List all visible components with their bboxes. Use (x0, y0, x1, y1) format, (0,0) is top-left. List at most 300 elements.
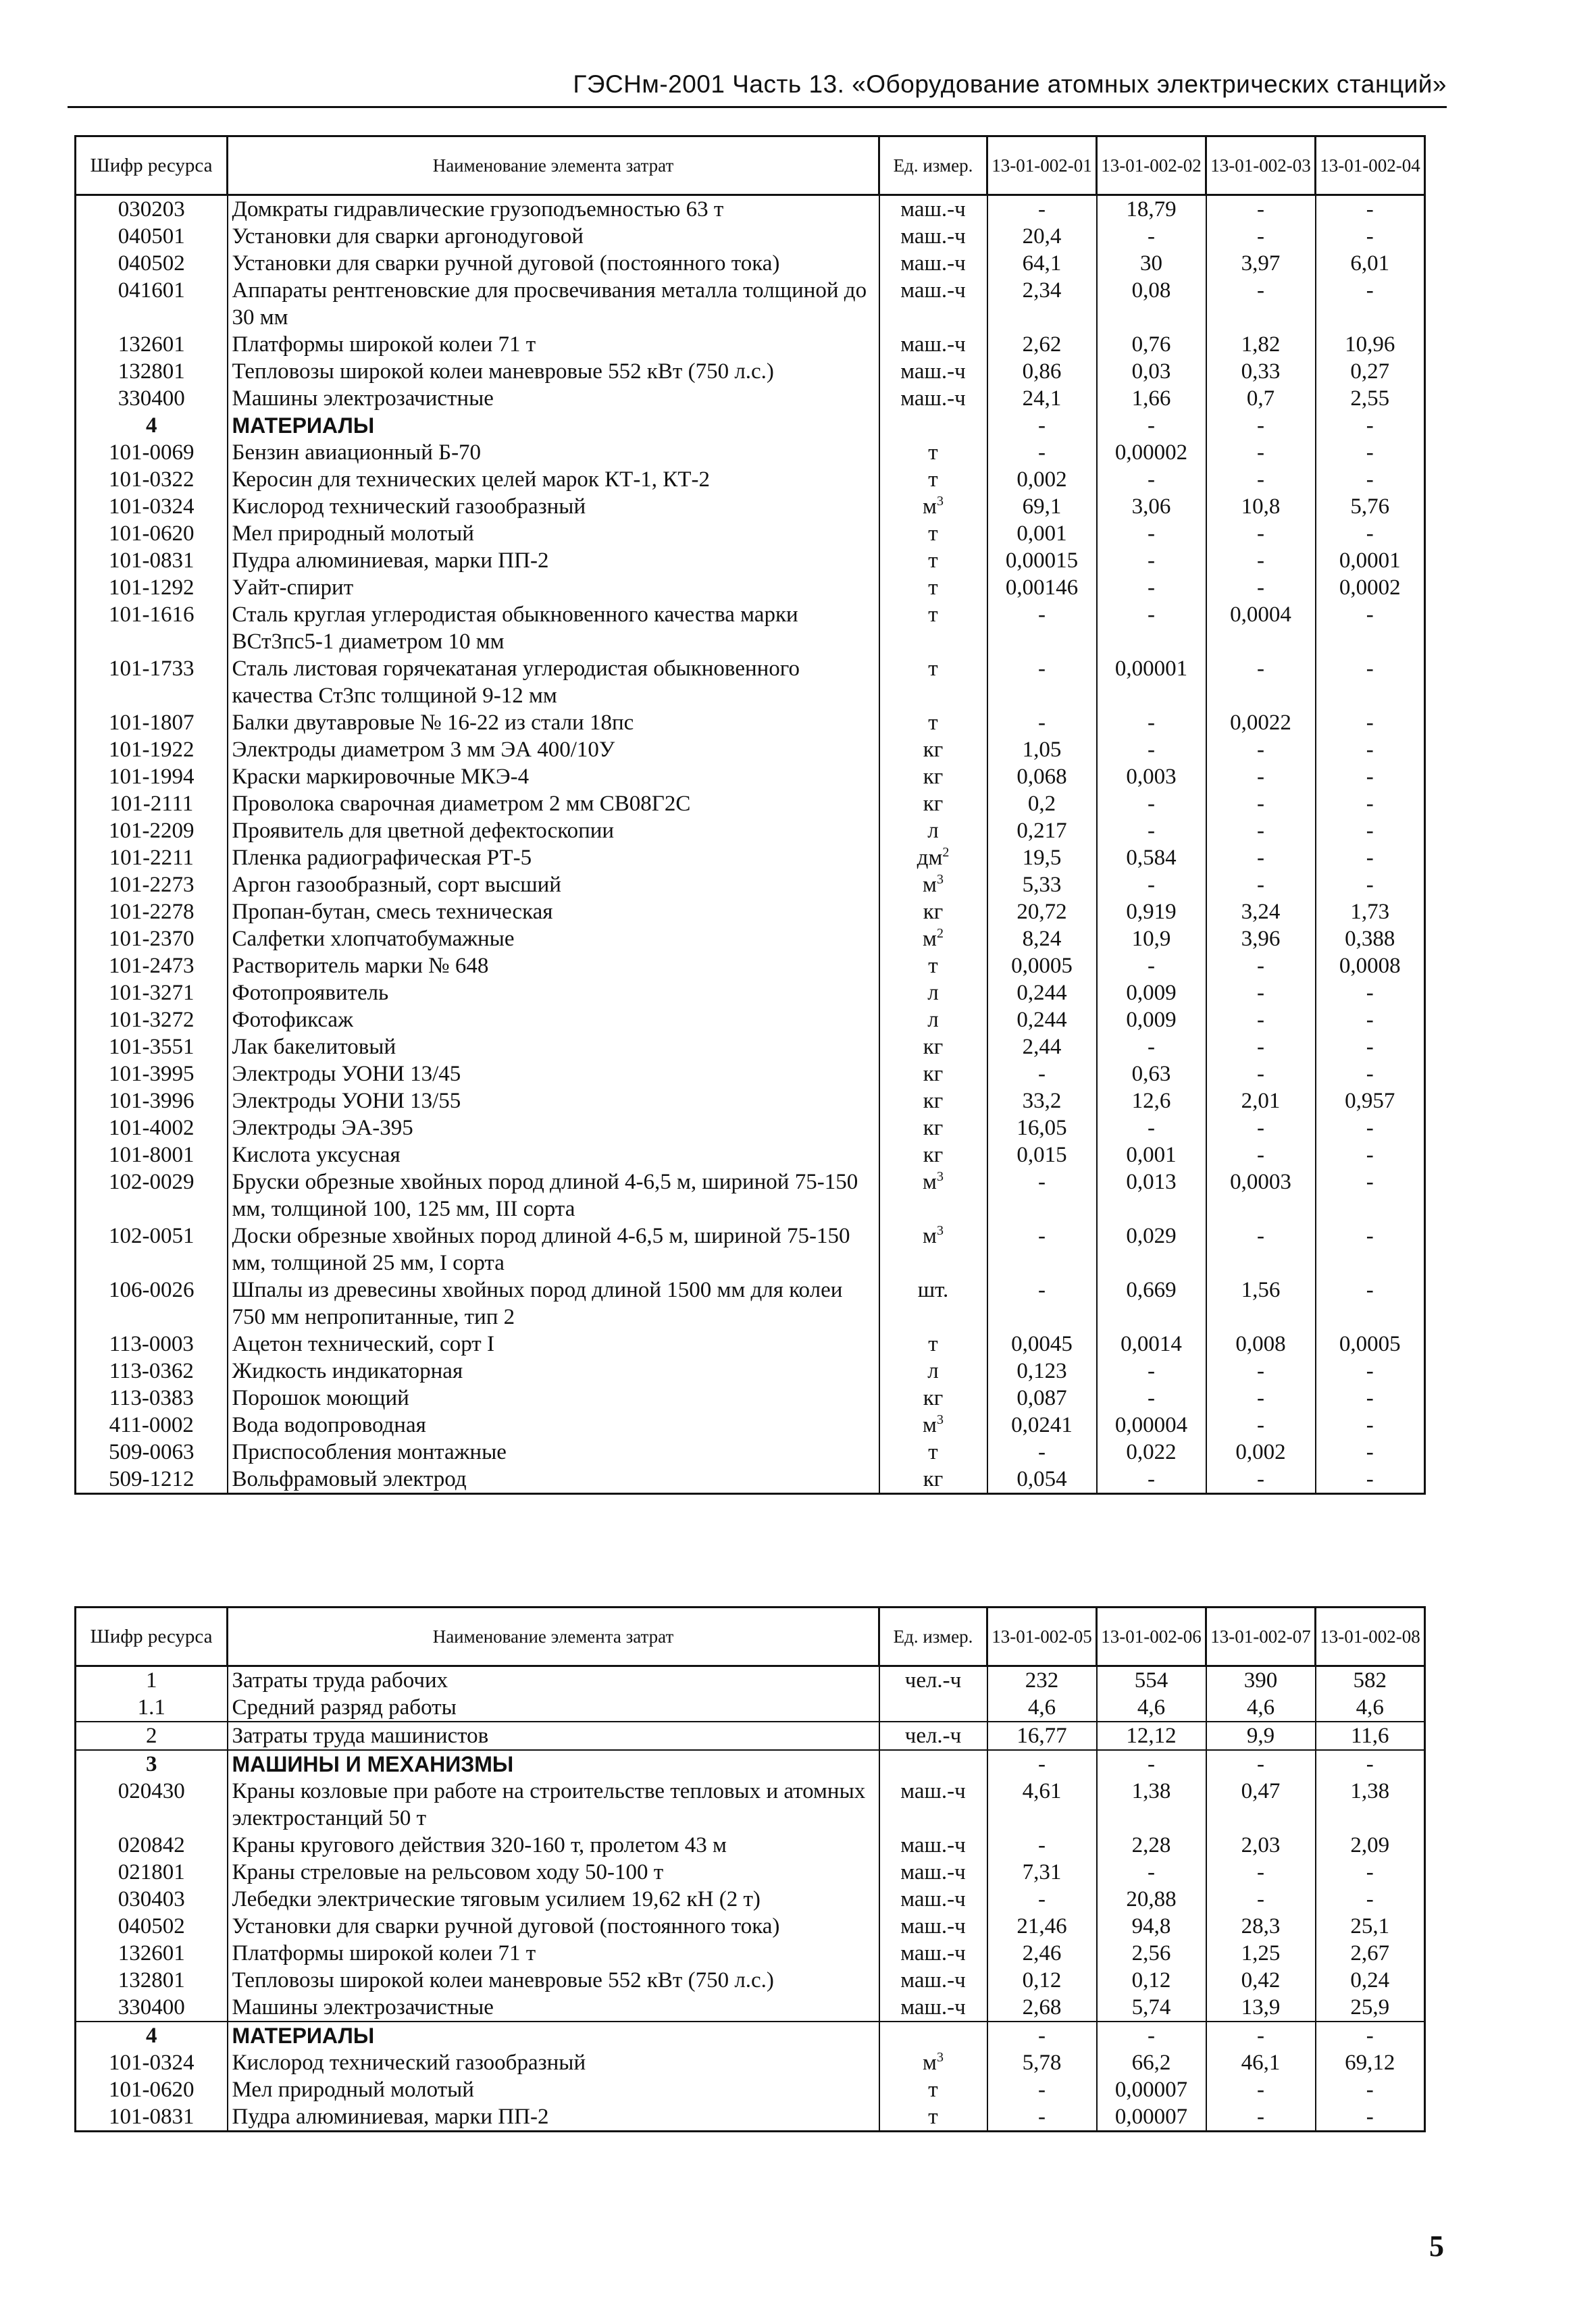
norm-value-text: 69,12 (1345, 2051, 1395, 2075)
norm-value-text: - (1038, 1752, 1046, 1776)
norm-value-cell (987, 2103, 1097, 2132)
cost-item-name-cell (228, 1412, 879, 1439)
norm-value-text: 1,66 (1131, 386, 1171, 411)
unit-cell (879, 277, 987, 331)
cost-item-name-cell (228, 1722, 879, 1750)
resource-code-cell (76, 277, 228, 331)
unit-text: л (927, 981, 939, 1005)
cost-item-name-cell (228, 412, 879, 439)
norm-value-cell (1097, 925, 1206, 952)
resource-code-cell (76, 1412, 228, 1439)
table-row (76, 520, 1425, 547)
cost-item-name-cell (228, 1033, 879, 1060)
unit-text: маш.-ч (900, 278, 966, 303)
resource-code-cell (76, 1141, 228, 1168)
norm-value-cell (1206, 952, 1316, 979)
norm-value-cell (1316, 736, 1425, 763)
norm-value-cell (1206, 439, 1316, 466)
cost-item-name-cell (228, 1439, 879, 1466)
cost-item-name-text: Вольфрамовый электрод (232, 1467, 467, 1491)
norm-value-text: 0,42 (1241, 1968, 1281, 1992)
norm-value-cell (1316, 1439, 1425, 1466)
cost-item-name-text: Электроды диаметром 3 мм ЭА 400/10У (232, 738, 615, 762)
norm-value-cell (987, 1168, 1097, 1223)
norm-value-cell (987, 223, 1097, 250)
norm-value-text: - (1366, 1440, 1374, 1464)
norm-value-text: - (1038, 1224, 1046, 1248)
cost-item-name-cell (228, 1141, 879, 1168)
cost-item-name-text: Электроды ЭА-395 (232, 1116, 413, 1140)
norm-value-cell (1316, 385, 1425, 412)
table-row (76, 547, 1425, 574)
unit-cell (879, 898, 987, 925)
cost-item-name-text: Сталь листовая горячекатаная углеродистая обыкновенного качества Ст3пс толщиной 9-12 мм (232, 657, 800, 708)
norm-value-cell (1316, 1466, 1425, 1494)
norm-value-cell (1206, 2103, 1316, 2132)
norm-value-cell (1316, 817, 1425, 844)
norm-value-text: 0,7 (1246, 386, 1275, 411)
cost-item-name-text: Затраты труда машинистов (232, 1724, 489, 1748)
resource-code-text: 021801 (118, 1860, 185, 1884)
table-row (76, 439, 1425, 466)
cost-item-name-text: Проявитель для цветной дефектоскопии (232, 819, 615, 843)
unit-text: кг (923, 765, 944, 789)
norm-value-cell (987, 1466, 1097, 1494)
resource-code-cell (76, 871, 228, 898)
unit-cell (879, 1087, 987, 1114)
cost-item-name-cell (228, 2103, 879, 2132)
unit-cell (879, 2022, 987, 2049)
resource-code-cell (76, 1694, 228, 1722)
table-row (76, 1722, 1425, 1750)
unit-cell (879, 574, 987, 601)
norm-value-text: 1,73 (1350, 900, 1390, 924)
norm-value-text: - (1257, 2105, 1264, 2129)
resource-code-cell (76, 1439, 228, 1466)
table-row (76, 2076, 1425, 2103)
unit-cell (879, 1141, 987, 1168)
cost-item-name-text: Порошок моющий (232, 1386, 409, 1410)
norm-value-text: 0,013 (1126, 1170, 1177, 1194)
resource-code-text: 132801 (118, 359, 185, 384)
norm-value-text: - (1366, 2024, 1374, 2048)
norm-value-text: 0,244 (1016, 1008, 1067, 1032)
norm-value-cell (1097, 1886, 1206, 1913)
norm-value-text: 0,0004 (1230, 602, 1291, 627)
cost-item-name-text: МАШИНЫ И МЕХАНИЗМЫ (232, 1752, 514, 1776)
norm-value-text: 0,0008 (1339, 954, 1401, 978)
norm-value-cell (1097, 1331, 1206, 1358)
unit-cell (879, 844, 987, 871)
norm-value-text: - (1257, 1887, 1264, 1911)
resource-code-cell (76, 1886, 228, 1913)
cost-item-name-cell (228, 1694, 879, 1722)
norm-value-text: 0,957 (1345, 1089, 1395, 1113)
norm-value-cell (1206, 1331, 1316, 1358)
cost-item-name-text: Краны козловые при работе на строительстве тепловых и атомных электростанций 50 т (232, 1779, 866, 1830)
unit-text: т (928, 711, 938, 735)
norm-value-text: - (1366, 602, 1374, 627)
norm-value-text: - (1257, 548, 1264, 573)
table-row (76, 331, 1425, 358)
norm-value-text: - (1366, 1062, 1374, 1086)
norm-value-text: 12,6 (1131, 1089, 1171, 1113)
resource-code-cell (76, 1832, 228, 1859)
table-row (76, 1666, 1425, 1695)
norm-value-cell (987, 1666, 1097, 1695)
norm-value-cell (1316, 493, 1425, 520)
norm-value-cell (1206, 1006, 1316, 1033)
resource-code-text: 330400 (118, 1995, 185, 2020)
norm-value-text: - (1038, 2105, 1046, 2129)
table-row (76, 1223, 1425, 1277)
unit-text: кг (923, 900, 944, 924)
norm-value-text: 1,56 (1241, 1278, 1281, 1302)
norm-value-cell (1316, 223, 1425, 250)
norm-value-cell (987, 763, 1097, 790)
norm-value-cell (1097, 1358, 1206, 1385)
norm-value-cell (987, 1385, 1097, 1412)
unit-text: т (928, 548, 938, 573)
unit-text: кг (923, 1116, 944, 1140)
resource-code-cell (76, 439, 228, 466)
cost-item-name-cell (228, 2022, 879, 2049)
table-row (76, 2049, 1425, 2076)
norm-value-text: 2,46 (1022, 1941, 1062, 1965)
cost-item-name-text: Кислород технический газообразный (232, 494, 586, 519)
norm-value-text: 9,9 (1246, 1724, 1275, 1748)
resource-code-text: 101-2278 (109, 900, 195, 924)
norm-value-text: 20,88 (1126, 1887, 1177, 1911)
cost-item-name-text: Кислород технический газообразный (232, 2051, 586, 2075)
norm-value-cell (1097, 2049, 1206, 2076)
norm-value-text: - (1148, 575, 1155, 600)
norm-value-text: - (1038, 1062, 1046, 1086)
resource-code-cell (76, 817, 228, 844)
resource-code-text: 101-3271 (109, 981, 195, 1005)
header-divider (68, 106, 1447, 108)
norm-value-cell (1316, 2022, 1425, 2049)
unit-text: кг (923, 1035, 944, 1059)
cost-item-name-cell (228, 736, 879, 763)
resource-code-cell (76, 250, 228, 277)
norm-value-text: - (1148, 1386, 1155, 1410)
norm-value-cell (1316, 2103, 1425, 2132)
unit-text: м (923, 1224, 937, 1248)
norm-value-text: 4,6 (1246, 1695, 1275, 1720)
norm-value-text: - (1257, 1386, 1264, 1410)
column-header-norm-4: 13-01-002-04 (1316, 136, 1425, 195)
norm-value-text: - (1148, 224, 1155, 249)
norm-value-text: - (1257, 1008, 1264, 1032)
norm-value-text: 3,97 (1241, 251, 1281, 276)
cost-item-name-cell (228, 1886, 879, 1913)
unit-text: маш.-ч (900, 197, 966, 222)
resource-code-text: 101-3995 (109, 1062, 195, 1086)
table-row (76, 1913, 1425, 1940)
norm-value-text: - (1148, 792, 1155, 816)
norm-value-text: - (1366, 873, 1374, 897)
cost-item-name-cell (228, 601, 879, 655)
norm-value-text: - (1366, 1359, 1374, 1383)
resource-code-text: 1 (146, 1668, 157, 1693)
norm-value-text: 0,00007 (1114, 2078, 1188, 2102)
norm-value-cell (1206, 1859, 1316, 1886)
unit-cell (879, 1859, 987, 1886)
resource-code-cell (76, 493, 228, 520)
norm-value-cell (987, 952, 1097, 979)
norm-value-text: - (1257, 1413, 1264, 1437)
norm-value-text: 6,01 (1350, 251, 1390, 276)
norm-value-text: - (1038, 2024, 1046, 2048)
norm-value-text: - (1366, 1170, 1374, 1194)
norm-value-text: 18,79 (1126, 197, 1177, 222)
resource-code-text: 101-2370 (109, 927, 195, 951)
norm-value-cell (1097, 1141, 1206, 1168)
resource-code-text: 509-1212 (109, 1467, 195, 1491)
unit-cell (879, 1412, 987, 1439)
norm-value-cell (1316, 1913, 1425, 1940)
unit-cell (879, 763, 987, 790)
norm-value-text: - (1038, 413, 1046, 438)
cost-item-name-text: Средний разряд работы (232, 1695, 457, 1720)
norm-value-cell (1097, 1168, 1206, 1223)
resource-code-text: 101-1994 (109, 765, 195, 789)
norm-value-cell (987, 520, 1097, 547)
resource-code-text: 132601 (118, 332, 185, 357)
norm-value-text: 232 (1025, 1668, 1059, 1693)
norm-value-text: 0,0002 (1339, 575, 1401, 600)
norm-value-text: 0,00002 (1114, 440, 1188, 465)
norm-value-text: - (1366, 738, 1374, 762)
resource-code-text: 330400 (118, 386, 185, 411)
norm-value-cell (1316, 871, 1425, 898)
norm-value-text: - (1148, 954, 1155, 978)
norm-value-cell (1097, 817, 1206, 844)
norm-value-text: 0,002 (1235, 1440, 1286, 1464)
resource-code-text: 101-0620 (109, 521, 195, 546)
unit-text: т (928, 2105, 938, 2129)
norm-value-cell (1097, 2076, 1206, 2103)
norm-value-text: - (1038, 1887, 1046, 1911)
resource-code-text: 101-0620 (109, 2078, 195, 2102)
resource-code-cell (76, 2049, 228, 2076)
norm-value-text: - (1257, 1062, 1264, 1086)
norm-value-cell (1316, 1722, 1425, 1750)
norm-value-text: - (1257, 819, 1264, 843)
norm-value-text: 0,86 (1022, 359, 1062, 384)
cost-item-name-cell (228, 223, 879, 250)
norm-value-cell (1097, 1722, 1206, 1750)
norm-value-cell (987, 1859, 1097, 1886)
norm-value-text: - (1257, 278, 1264, 303)
norm-value-cell (1097, 195, 1206, 224)
norm-value-cell (1097, 2022, 1206, 2049)
resource-code-text: 101-2473 (109, 954, 195, 978)
unit-text: маш.-ч (900, 1779, 966, 1803)
cost-item-name-cell (228, 925, 879, 952)
section-row (76, 412, 1425, 439)
norm-value-cell (987, 1694, 1097, 1722)
resource-code-text: 101-1616 (109, 602, 195, 627)
norm-value-cell (987, 1114, 1097, 1141)
norm-value-cell (987, 1223, 1097, 1277)
cost-item-name-cell (228, 1385, 879, 1412)
norm-value-cell (1316, 898, 1425, 925)
norm-value-text: 2,44 (1022, 1035, 1062, 1059)
cost-item-name-cell (228, 1859, 879, 1886)
resource-code-cell (76, 1967, 228, 1994)
resource-code-text: 4 (146, 2024, 157, 2048)
cost-item-name-text: Пудра алюминиевая, марки ПП-2 (232, 2105, 549, 2129)
unit-cell (879, 1694, 987, 1722)
cost-item-name-text: Ацетон технический, сорт I (232, 1332, 494, 1356)
resource-code-cell (76, 2076, 228, 2103)
table-row (76, 1859, 1425, 1886)
resource-code-text: 2 (146, 1724, 157, 1748)
norm-value-cell (1097, 655, 1206, 709)
norm-value-cell (987, 1358, 1097, 1385)
cost-item-name-cell (228, 1006, 879, 1033)
norm-value-text: 0,388 (1345, 927, 1395, 951)
norm-value-cell (1097, 1940, 1206, 1967)
unit-cell (879, 412, 987, 439)
norm-value-cell (1206, 925, 1316, 952)
norm-value-text: - (1257, 1860, 1264, 1884)
cost-item-name-cell (228, 2076, 879, 2103)
norm-value-text: 0,12 (1131, 1968, 1171, 1992)
table-body (76, 195, 1425, 1494)
resource-code-cell (76, 547, 228, 574)
unit-text: дм (917, 846, 943, 870)
cost-item-name-text: Пропан-бутан, смесь техническая (232, 900, 553, 924)
norm-value-text: 0,0045 (1011, 1332, 1073, 1356)
resource-code-text: 509-0063 (109, 1440, 195, 1464)
column-header-norm-6: 13-01-002-06 (1097, 1608, 1206, 1666)
cost-item-name-text: Электроды УОНИ 13/55 (232, 1089, 461, 1113)
norm-value-text: 2,09 (1350, 1833, 1390, 1857)
resource-code-text: 102-0051 (109, 1224, 195, 1248)
norm-value-cell (1316, 1223, 1425, 1277)
norm-value-cell (987, 790, 1097, 817)
unit-cell (879, 439, 987, 466)
column-header-norm-7: 13-01-002-07 (1206, 1608, 1316, 1666)
norm-value-cell (1316, 1277, 1425, 1331)
resource-code-text: 040502 (118, 1914, 185, 1938)
cost-item-name-cell (228, 1913, 879, 1940)
unit-cell (879, 1994, 987, 2022)
norm-value-cell (1316, 763, 1425, 790)
norm-value-cell (1316, 979, 1425, 1006)
unit-text: т (928, 2078, 938, 2102)
cost-item-name-cell (228, 1277, 879, 1331)
norm-value-text: 8,24 (1022, 927, 1062, 951)
cost-item-name-text: Краны стреловые на рельсовом ходу 50-100 т (232, 1860, 664, 1884)
unit-text: л (927, 819, 939, 843)
unit-exponent: 3 (936, 1223, 944, 1238)
norm-value-text: - (1257, 2078, 1264, 2102)
resource-code-cell (76, 385, 228, 412)
unit-cell (879, 250, 987, 277)
cost-item-name-text: Кислота уксусная (232, 1143, 401, 1167)
norm-value-text: 1,38 (1350, 1779, 1390, 1803)
norm-value-cell (987, 709, 1097, 736)
norm-value-cell (987, 493, 1097, 520)
norm-value-cell (1316, 1886, 1425, 1913)
unit-text: т (928, 1440, 938, 1464)
cost-item-name-cell (228, 898, 879, 925)
cost-item-name-text: Балки двутавровые № 16-22 из стали 18пс (232, 711, 634, 735)
norm-value-text: - (1148, 2024, 1155, 2048)
cost-item-name-text: Краски маркировочные МКЭ-4 (232, 765, 530, 789)
norm-value-cell (1316, 331, 1425, 358)
norm-value-cell (987, 2076, 1097, 2103)
norm-value-cell (1097, 790, 1206, 817)
page-number: 5 (1429, 2230, 1444, 2263)
unit-exponent: 3 (936, 2050, 944, 2065)
table-row (76, 817, 1425, 844)
resource-code-text: 132601 (118, 1941, 185, 1965)
unit-cell (879, 1060, 987, 1087)
section-row (76, 1750, 1425, 1778)
resource-code-cell (76, 520, 228, 547)
norm-value-text: - (1366, 224, 1374, 249)
norm-value-cell (987, 412, 1097, 439)
cost-item-name-text: Установки для сварки ручной дуговой (постоянного тока) (232, 251, 780, 276)
cost-item-name-text: Фотопроявитель (232, 981, 389, 1005)
resource-code-text: 101-0324 (109, 2051, 195, 2075)
norm-value-text: - (1366, 1467, 1374, 1491)
table-row (76, 1439, 1425, 1466)
table-row (76, 1033, 1425, 1060)
table-row (76, 1940, 1425, 1967)
norm-value-cell (1097, 2103, 1206, 2132)
table-row (76, 898, 1425, 925)
norm-value-cell (1316, 1940, 1425, 1967)
norm-value-text: 0,015 (1016, 1143, 1067, 1167)
unit-cell (879, 655, 987, 709)
resource-code-cell (76, 601, 228, 655)
resource-code-cell (76, 1033, 228, 1060)
norm-value-cell (1206, 1913, 1316, 1940)
norm-value-cell (1206, 1223, 1316, 1277)
unit-text: м (923, 927, 937, 951)
norm-value-text: 1,38 (1131, 1779, 1171, 1803)
norm-value-cell (1316, 277, 1425, 331)
norm-value-text: - (1038, 197, 1046, 222)
norm-value-cell (1206, 601, 1316, 655)
norm-value-cell (1206, 1694, 1316, 1722)
unit-cell (879, 1750, 987, 1778)
table-row (76, 223, 1425, 250)
resource-code-cell (76, 1913, 228, 1940)
norm-value-cell (1316, 601, 1425, 655)
resource-code-cell (76, 898, 228, 925)
norm-value-cell (1097, 1778, 1206, 1832)
norm-value-cell (1206, 709, 1316, 736)
norm-value-cell (987, 817, 1097, 844)
table-header-row (76, 1608, 1425, 1666)
norm-value-cell (987, 736, 1097, 763)
norm-value-text: - (1366, 197, 1374, 222)
norm-value-text: - (1148, 1752, 1155, 1776)
norm-value-text: 1,82 (1241, 332, 1281, 357)
norm-value-text: - (1257, 1752, 1264, 1776)
unit-text: т (928, 602, 938, 627)
unit-text: маш.-ч (900, 1860, 966, 1884)
unit-text: т (928, 657, 938, 681)
unit-text: т (928, 440, 938, 465)
